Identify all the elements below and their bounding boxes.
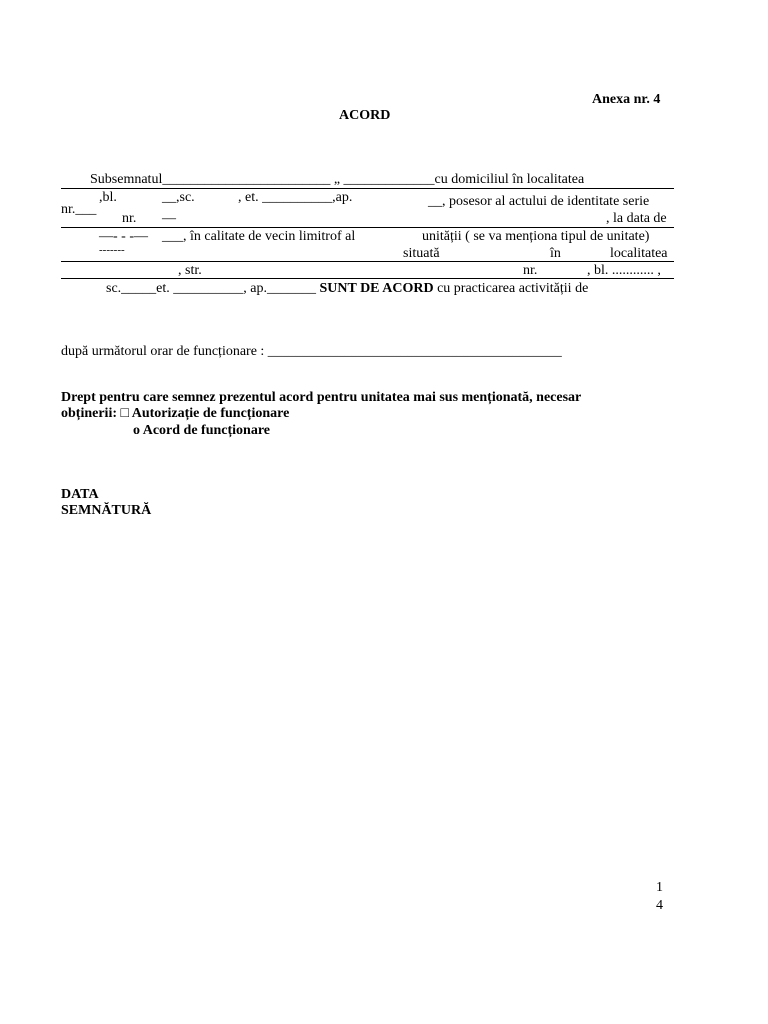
bullet-icon: o (133, 423, 140, 438)
form-row-subsemnatul: Subsemnatul________________________ „ _____________cu domiciliul în localitatea (90, 172, 585, 187)
page-number-total: 4 (656, 898, 663, 913)
schedule-line: după următorul orar de funcționare : __________________________________________ (61, 344, 562, 359)
form-sc-et-ap-text: sc._____et. __________, ap._______ (106, 281, 316, 296)
form-bl-label: ,bl. (99, 190, 117, 205)
form-situata-text: situată (403, 246, 440, 261)
form-bl-field: , bl. ............ , (587, 263, 661, 278)
form-sunt-de-acord: SUNT DE ACORD (319, 281, 434, 296)
declaration-obtinerii: obținerii: (61, 406, 117, 421)
form-small-dashes: ------- (99, 244, 125, 256)
checkbox-icon: □ (120, 406, 129, 421)
form-rule (61, 261, 674, 262)
form-sc-label: __,sc. (162, 190, 195, 205)
form-unitatii-text: unității ( se va menționa tipul de unitate) (422, 229, 650, 244)
form-sc-et-ap (106, 282, 588, 296)
form-la-data-text: , la data de (606, 211, 667, 226)
form-rule (61, 227, 674, 228)
form-in-text: în (550, 246, 561, 261)
form-nr-field: nr. (122, 211, 137, 226)
annex-number: Anexa nr. 4 (592, 92, 661, 107)
form-et-ap-label: , et. __________,ap. (238, 190, 353, 205)
form-rule (61, 278, 674, 279)
form-nr-field: nr. (523, 263, 538, 278)
declaration-text: Drept pentru care semnez prezentul acord pentru unitatea mai sus menționată, necesar (61, 390, 582, 405)
form-localitatea-text: localitatea (610, 246, 668, 261)
signature-label: SEMNĂTURĂ (61, 503, 152, 518)
declaration-options (61, 407, 289, 421)
form-rule (61, 188, 674, 189)
date-label: DATA (61, 487, 99, 502)
form-calitate-text: ___, în calitate de vecin limitrof al (162, 229, 356, 244)
form-nr-label: nr.___ (61, 202, 97, 217)
option-autorizatie: Autorizație de funcționare (131, 406, 290, 421)
form-practicarea-text: cu practicarea activității de (437, 281, 589, 296)
form-dashes: —- - -— (99, 229, 148, 244)
option-acord-label: Acord de funcționare (142, 423, 271, 438)
page-number: 1 (656, 880, 663, 895)
form-dash: — (162, 211, 176, 226)
form-posesor-text: __, posesor al actului de identitate serie (428, 194, 650, 209)
option-acord (133, 424, 270, 438)
form-str-label: , str. (178, 263, 202, 278)
page-title: ACORD (339, 108, 391, 123)
